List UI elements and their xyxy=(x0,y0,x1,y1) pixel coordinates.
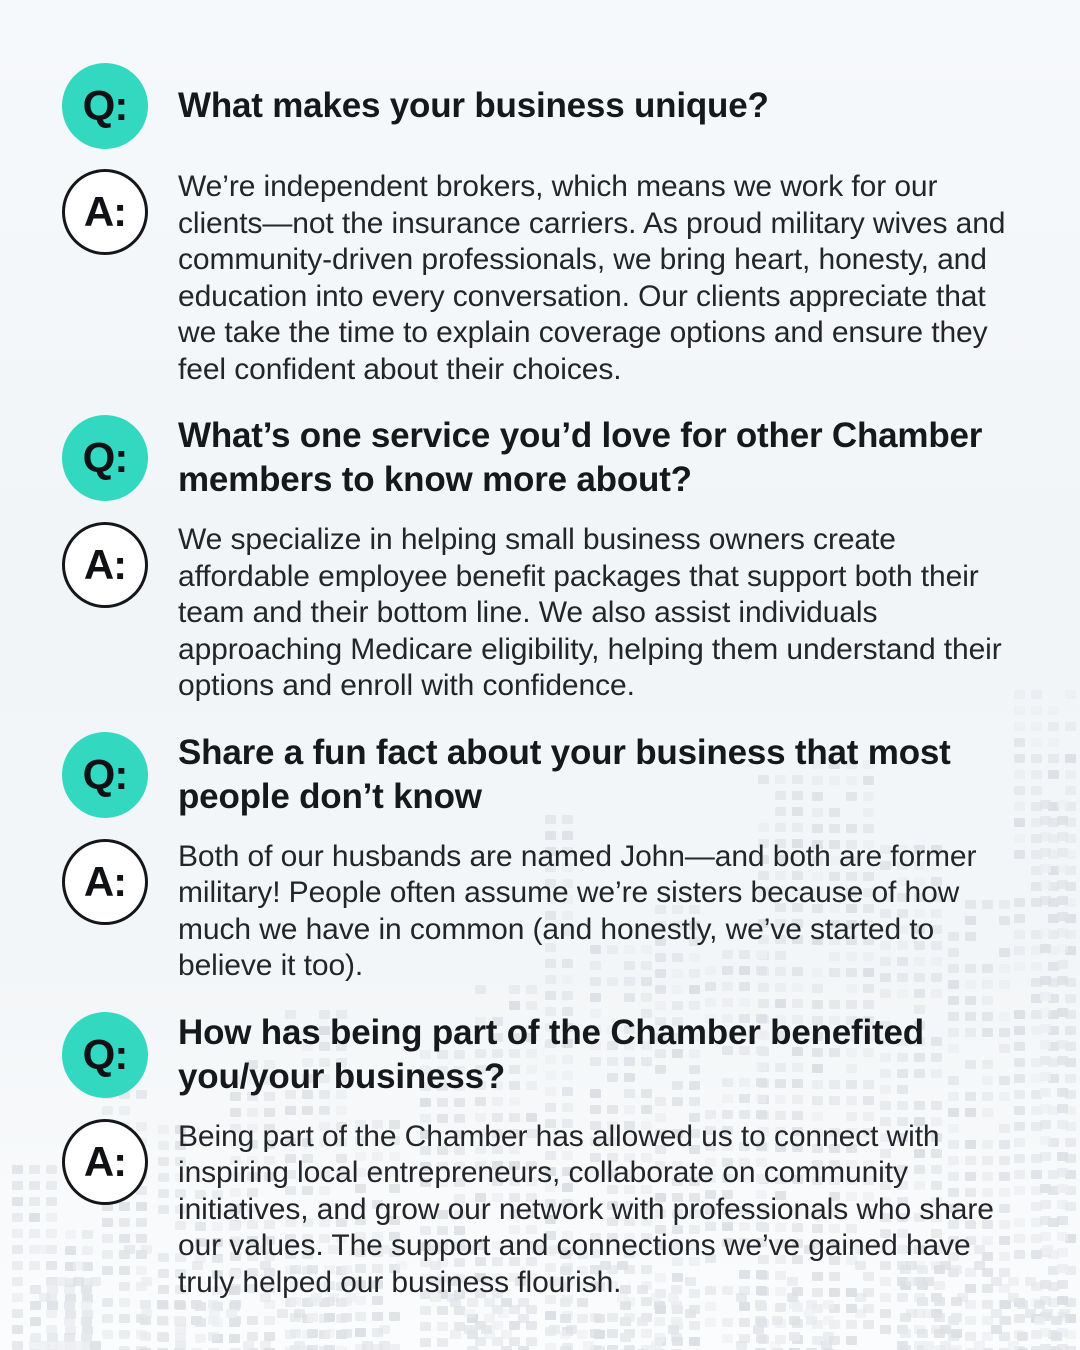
question-row xyxy=(62,1011,1018,1099)
question-badge-label: Q: xyxy=(82,82,128,129)
question-badge-label: Q: xyxy=(82,434,128,481)
answer-text: We specialize in helping small business owners create affordable employee benefit packages that support both their team and their bottom line. We also assist individuals approaching Medicare eligibility, helping them understand their options and enroll with confidence. xyxy=(178,523,1002,702)
question-badge xyxy=(62,63,148,149)
answer-badge-label: A: xyxy=(83,857,127,905)
answer-text: Being part of the Chamber has allowed us to connect with inspiring local entrepreneurs, collaborate on community initiatives, and grow our network with professionals who share our values. The support and connections we’ve gained have truly helped our business flourish. xyxy=(178,1119,994,1299)
answer-badge xyxy=(62,169,148,255)
question-row xyxy=(62,414,1018,502)
qa-section-4 xyxy=(62,1011,1018,1302)
answer-row xyxy=(62,522,1018,705)
qa-section-2 xyxy=(62,414,1018,705)
answer-badge-label: A: xyxy=(83,188,127,235)
question-row xyxy=(62,63,1018,149)
answer-badge-label: A: xyxy=(83,541,127,588)
question-text: How has being part of the Chamber benefited you/your business? xyxy=(178,1012,924,1096)
question-badge xyxy=(62,732,148,818)
qa-section-3 xyxy=(62,731,1018,985)
question-badge-label: Q: xyxy=(82,1030,128,1078)
question-badge xyxy=(62,1012,148,1098)
answer-badge xyxy=(62,839,148,925)
answer-badge-label: A: xyxy=(83,1137,127,1185)
answer-text: We’re independent brokers, which means we work for our clients—not the insurance carriers. As proud military wives and community-driven professionals, we bring heart, honesty, and education into every conversation. Our clients appreciate that we take the time to explain coverage options and ensure they feel confident about their choices. xyxy=(178,170,1006,386)
answer-badge xyxy=(62,522,148,608)
qa-section-1 xyxy=(62,63,1018,388)
question-text: What’s one service you’d love for other Chamber members to know more about? xyxy=(178,416,983,499)
answer-text: Both of our husbands are named John—and both are former military! People often assume we’re sisters because of how much we have in common (and honestly, we’ve started to believe it too). xyxy=(178,839,977,982)
answer-row xyxy=(62,1119,1018,1302)
answer-row xyxy=(62,839,1018,985)
question-text: Share a fun fact about your business that most people don’t know xyxy=(178,732,951,816)
answer-row xyxy=(62,169,1018,388)
question-badge-label: Q: xyxy=(82,750,128,798)
answer-badge xyxy=(62,1119,148,1205)
question-badge xyxy=(62,415,148,501)
question-text: What makes your business unique? xyxy=(178,86,769,125)
question-row xyxy=(62,731,1018,819)
